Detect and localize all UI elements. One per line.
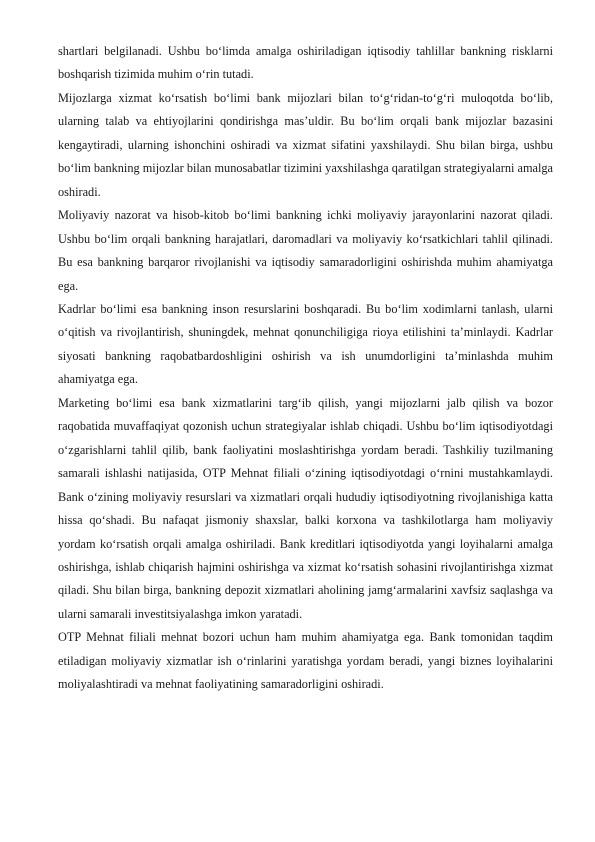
paragraph-customer-service: Mijozlarga xizmat ko‘rsatish bo‘limi bank mijozlari bilan to‘g‘ridan-to‘g‘ri muloqotda bo‘lib, ularning talab va ehtiyojlarini qondirishga mas’uldir. Bu bo‘lim orqali bank mijozlar bazasini kengaytiradi, ularning ishonchini oshiradi va xizmat sifatini yaxshilaydi. Shu bilan birga, ushbu bo‘lim bankning mijozlar bilan munosabatlar tizimini yaxshilashga qaratilgan strategiyalarni amalga oshiradi.	[58, 90, 553, 199]
paragraph-marketing: Marketing bo‘limi esa bank xizmatlarini targ‘ib qilish, yangi mijozlarni jalb qilish va bozor raqobatida muvaffaqiyat qozonish uchun strategiyalar ishlab chiqadi. Ushbu bo‘lim iqtisodiyotdagi o‘zgarishlarni tahlil qilib, bank faoliyatini moslashtirishga yordam beradi. Tashkiliy tuzilmaning samarali ishlashi natijasida, OTP Mehnat filiali o‘zining iqtisodiyotdagi o‘rnini mustahkamlaydi. Bank o‘zining moliyaviy resurslari va xizmatlari orqali hududiy iqtisodiyotning rivojlanishiga katta hissa qo‘shadi. Bu nafaqat jismoniy shaxslar, balki korxona va tashkilotlarga ham moliyaviy yordam ko‘rsatish orqali amalga oshiriladi. Bank kreditlari iqtisodiyotda yangi loyihalarni amalga oshirishga, ishlab chiqarish hajmini oshirishga va xizmat ko‘rsatish sohasini rivojlantirishga xizmat qiladi. Shu bilan birga, bankning depozit xizmatlari aholining jamg‘armalarini xavfsiz saqlashga va ularni samarali investitsiyalashga imkon yaratadi.	[58, 395, 553, 621]
paragraph-labor-market: OTP Mehnat filiali mehnat bozori uchun ham muhim ahamiyatga ega. Bank tomonidan taqdim etiladigan moliyaviy xizmatlar ish o‘rinlarini yaratishga yordam beradi, yangi biznes loyihalarini moliyalashtiradi va mehnat faoliyatining samaradorligini oshiradi.	[58, 630, 553, 692]
document-page	[58, 40, 553, 697]
paragraph-financial-control: Moliyaviy nazorat va hisob-kitob bo‘limi bankning ichki moliyaviy jarayonlarini nazorat qiladi. Ushbu bo‘lim orqali bankning harajatlari, daromadlari va moliyaviy ko‘rsatkichlari tahlil qilinadi. Bu esa bankning barqaror rivojlanishi va iqtisodiy samaradorligini oshirishda muhim ahamiyatga ega.	[58, 208, 553, 293]
paragraph-risk-analysis: shartlari belgilanadi. Ushbu bo‘limda amalga oshiriladigan iqtisodiy tahlillar bankning risklarni boshqarish tizimida muhim o‘rin tutadi.	[58, 44, 553, 82]
paragraph-hr-department: Kadrlar bo‘limi esa bankning inson resurslarini boshqaradi. Bu bo‘lim xodimlarni tanlash, ularni o‘qitish va rivojlantirish, shuningdek, mehnat qonunchiligiga rioya etilishini ta’minlaydi. Kadrlar siyosati bankning raqobatbardoshligini oshirish va ish unumdorligini ta’minlashda muhim ahamiyatga ega.	[58, 301, 553, 387]
